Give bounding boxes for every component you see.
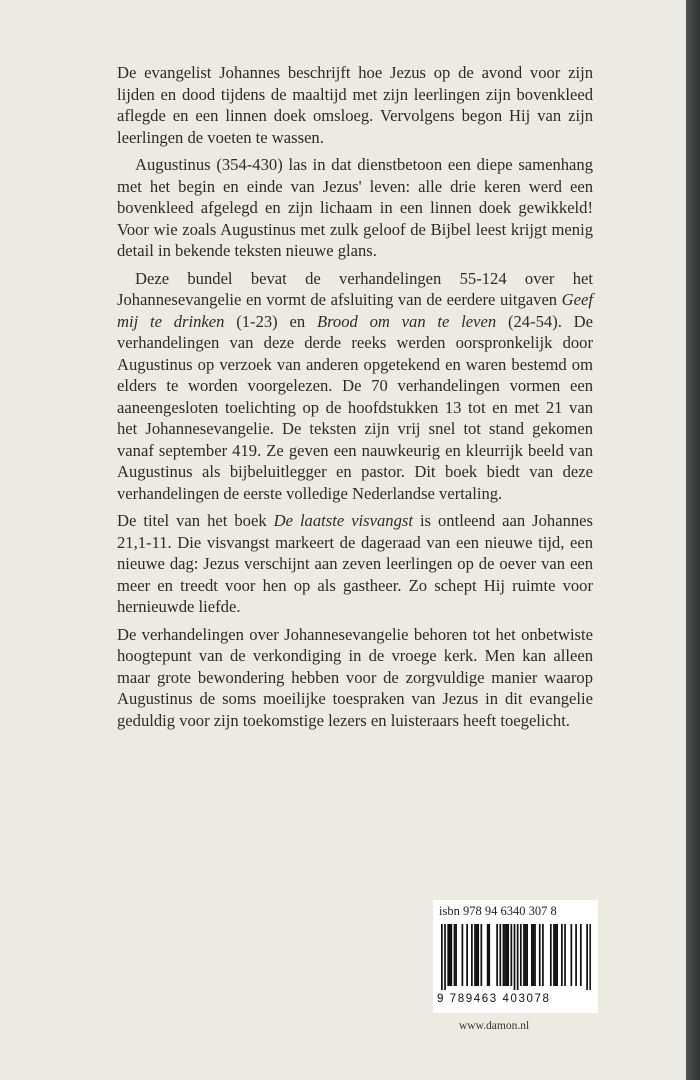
blurb-paragraph-1: De evangelist Johannes beschrijft hoe Jezus op de avond voor zijn lijden en dood tijdens de maaltijd met zijn leerlingen zijn bovenkleed aflegde en een linnen doek omsloeg. Vervolgens begon Hij van zijn leerlingen de voeten te wassen.: [117, 63, 593, 147]
barcode-bar: [531, 924, 533, 986]
barcode-bar: [454, 924, 456, 986]
blurb-paragraph-3-text-a: Deze bundel bevat de verhandelingen 55-124 over het Johannesevangelie en vormt de afsluiting van de eerdere uitgaven: [117, 268, 593, 309]
barcode-bar: [471, 924, 473, 986]
barcode-bar: [441, 924, 443, 990]
barcode-bar: [488, 924, 490, 986]
barcode-bar: [517, 924, 519, 990]
barcode-bar: [570, 924, 572, 986]
blurb-paragraph-3: [117, 268, 593, 505]
book-title-de-laatste-visvangst: De laatste visvangst: [273, 511, 413, 530]
blurb-paragraph-3-text-c: (24-54). De verhandelingen van deze derde reeks werden oorspronkelijk door Augustinus op verzoek van anderen opgetekend en waren bestemd om elders te worden voorgelezen. De 70 verhandelingen vormen een aaneengesloten toelichting op de hoofdstukken 13 tot en met 21 van het Johannesevangelie. De teksten zijn vrij snel tot stand gekomen vanaf september 419. Ze geven een nauwkeurig en kleurrijk beeld van Augustinus als bijbeluitlegger en pastor. Dit boek biedt van deze verhandelingen de eerste volledige Nederlandse vertaling.: [117, 311, 594, 503]
barcode-bar: [504, 924, 506, 986]
barcode-bar: [444, 924, 446, 990]
blurb-paragraph-4: [117, 510, 593, 618]
barcode-bar: [580, 924, 582, 986]
barcode-bar: [487, 924, 489, 986]
blurb-paragraph-2: Augustinus (354-430) las in dat dienstbetoon een diepe samenhang met het begin en einde van Jezus' leven: alle drie keren werd een bovenkleed afgelegd en zijn lichaam in een linnen doek gewikkeld! Voor wie zoals Augustinus met zulk geloof de Bijbel leest krijgt menig detail in bekende teksten nieuwe glans.: [117, 155, 593, 260]
barcode-bar: [507, 924, 509, 986]
barcode-bar: [553, 924, 555, 986]
barcode-bar: [474, 924, 476, 986]
blurb-paragraph-4-text-a: De titel van het boek: [117, 511, 274, 530]
barcode-bar: [455, 924, 457, 986]
barcode-bar: [523, 924, 525, 986]
blurb-paragraph-4-text-b: is ontleend aan Johannes 21,1-11. Die visvangst markeert de dageraad van een nieuwe tijd, een nieuwe dag: Jezus verschijnt aan zeven leerlingen op de oever van een meer en treedt voor hen op als gastheer. Zo schept Hij ruimte voor hernieuwde liefde.: [117, 511, 593, 616]
barcode-bar: [449, 924, 451, 986]
book-title-brood-om-van-te-leven: Brood om van te leven: [316, 311, 497, 331]
blurb-paragraph-3-text-b: (1-23) en: [224, 311, 317, 331]
isbn-label: isbn 978 94 6340 307 8: [439, 904, 557, 918]
barcode-bar: [462, 924, 464, 986]
barcode-bar: [450, 924, 452, 986]
barcode-bar: [561, 924, 563, 986]
barcode-bar: [510, 924, 512, 986]
barcode-bar: [480, 924, 482, 986]
back-cover-blurb: [117, 62, 593, 737]
barcode-icon: [441, 924, 591, 990]
barcode-bar: [499, 924, 501, 986]
blurb-paragraph-5: De verhandelingen over Johannesevangelie behoren tot het onbetwiste hoogtepunt van de verkondiging in de vroege kerk. Men kan alleen maar grote bewondering hebben voor de zorgvuldige manier waarop Augustinus de soms moeilijke toespraken van Jezus in dit evangelie geduldig voor zijn toekomstige lezers en luisteraars heeft toegelicht.: [117, 624, 593, 730]
barcode-bar: [533, 924, 535, 986]
barcode-bar: [520, 924, 522, 986]
publisher-url: www.damon.nl: [459, 1020, 530, 1032]
isbn-barcode-box: [433, 900, 598, 1013]
barcode-bar: [514, 924, 516, 990]
barcode-bar: [539, 924, 541, 986]
book-title-geef-mij-te-drinken: Geef mij te drinken: [117, 290, 593, 331]
barcode-bar: [575, 924, 577, 986]
barcode-bar: [476, 924, 478, 986]
barcode-bar: [589, 924, 591, 990]
barcode-bar: [525, 924, 527, 986]
barcode-bar: [506, 924, 508, 986]
barcode-bar: [564, 924, 566, 986]
barcode-digits: 9 789463 403078: [437, 993, 551, 1005]
barcode-bar: [556, 924, 558, 986]
barcode-bar: [496, 924, 498, 986]
barcode-bar: [526, 924, 528, 986]
barcode-bar: [466, 924, 468, 986]
barcode-bar: [586, 924, 588, 990]
barcode-bar: [550, 924, 552, 986]
barcode-bar: [555, 924, 557, 986]
spine-edge: [686, 0, 700, 1080]
barcode-bar: [503, 924, 505, 986]
barcode-bar: [477, 924, 479, 986]
barcode-bar: [542, 924, 544, 986]
barcode-bar: [447, 924, 449, 986]
barcode-bar: [534, 924, 536, 986]
